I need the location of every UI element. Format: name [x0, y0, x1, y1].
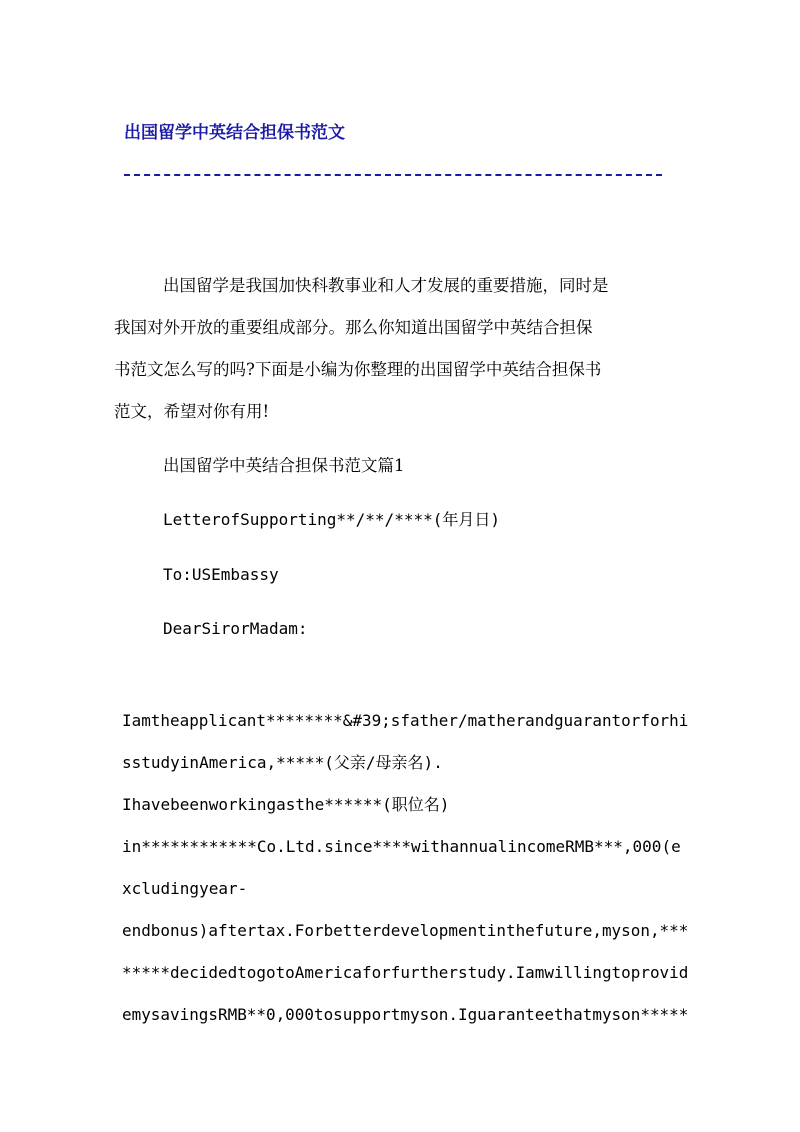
letter-recipient: To:USEmbassy — [163, 565, 279, 584]
letter-header: LetterofSupporting**/**/****(年月日) — [163, 510, 500, 529]
body-line: Ihavebeenworkingasthe******(职位名) — [122, 795, 450, 814]
letter-salutation: DearSirorMadam: — [163, 619, 308, 638]
intro-line: 我国对外开放的重要组成部分。那么你知道出国留学中英结合担保 — [114, 318, 593, 337]
intro-line: 范文，希望对你有用! — [114, 402, 270, 421]
intro-line: 出国留学是我国加快科教事业和人才发展的重要措施，同时是 — [163, 276, 609, 295]
title-divider — [124, 174, 662, 176]
intro-line: 书范文怎么写的吗?下面是小编为你整理的出国留学中英结合担保书 — [114, 360, 602, 379]
body-line: *****decidedtogotoAmericaforfurtherstudy.Iamwillingtoprovid — [122, 963, 689, 982]
section-heading: 出国留学中英结合担保书范文篇1 — [163, 456, 405, 475]
body-line: xcludingyear- — [122, 879, 248, 898]
body-line: endbonus)aftertax.Forbetterdevelopmentinthefuture,myson,*** — [122, 921, 689, 940]
document-title: 出国留学中英结合担保书范文 — [124, 123, 345, 143]
body-line: emysavingsRMB**0,000tosupportmyson.Iguaranteethatmyson***** — [122, 1005, 689, 1024]
body-line: Iamtheapplicant********&#39;sfather/matherandguarantorforhi — [122, 711, 689, 730]
body-line: sstudyinAmerica,*****(父亲/母亲名). — [122, 753, 443, 772]
body-line: in************Co.Ltd.since****withannualincomeRMB***,000(e — [122, 837, 681, 856]
